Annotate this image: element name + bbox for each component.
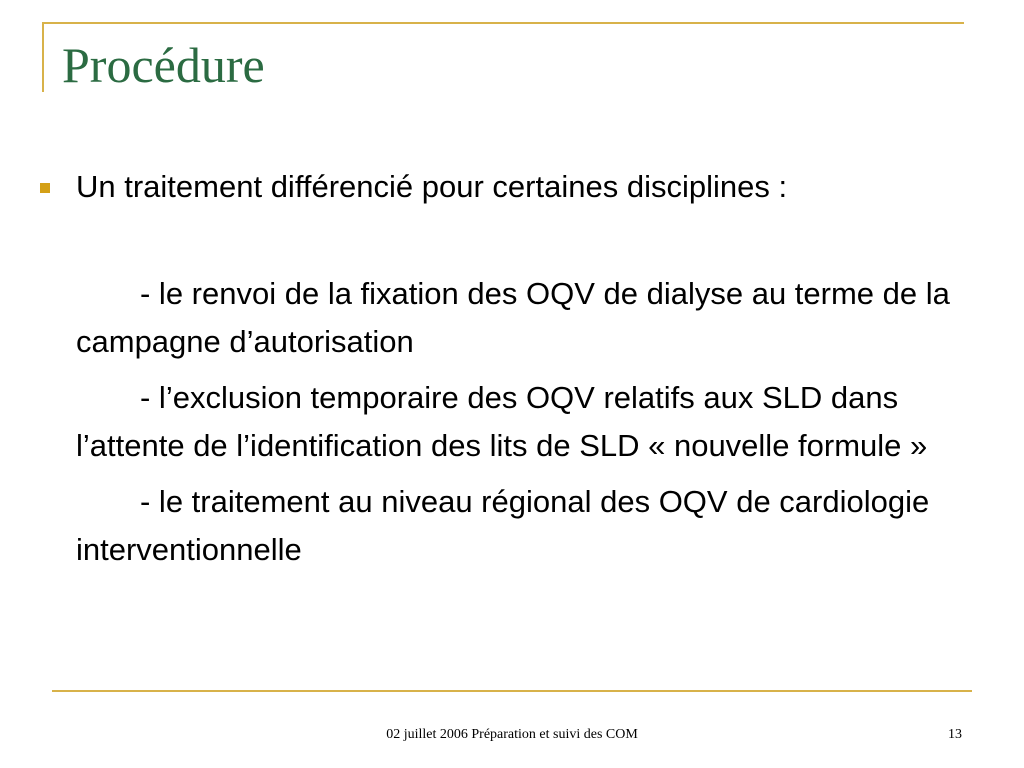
title-frame-top-line [42,22,964,24]
slide-body [76,163,996,582]
sub-item-dialyse: - le renvoi de la fixation des OQV de dialyse au terme de la campagne d’autorisation [76,276,950,359]
footer-divider [52,690,972,692]
sub-item-sld: - l’exclusion temporaire des OQV relatifs aux SLD dans l’attente de l’identification des lits de SLD « nouvelle formule » [76,380,928,463]
square-bullet-icon [40,183,50,193]
spacer [76,211,996,270]
page-number: 13 [948,727,962,742]
sub-item-cardiologie: - le traitement au niveau régional des OQV de cardiologie interventionnelle [76,484,930,567]
title-frame-left-line [42,22,44,92]
slide-title: Procédure [62,37,265,93]
footer-text: 02 juillet 2006 Préparation et suivi des COM [386,727,638,742]
bullet-text: Un traitement différencié pour certaines disciplines : [76,169,788,204]
